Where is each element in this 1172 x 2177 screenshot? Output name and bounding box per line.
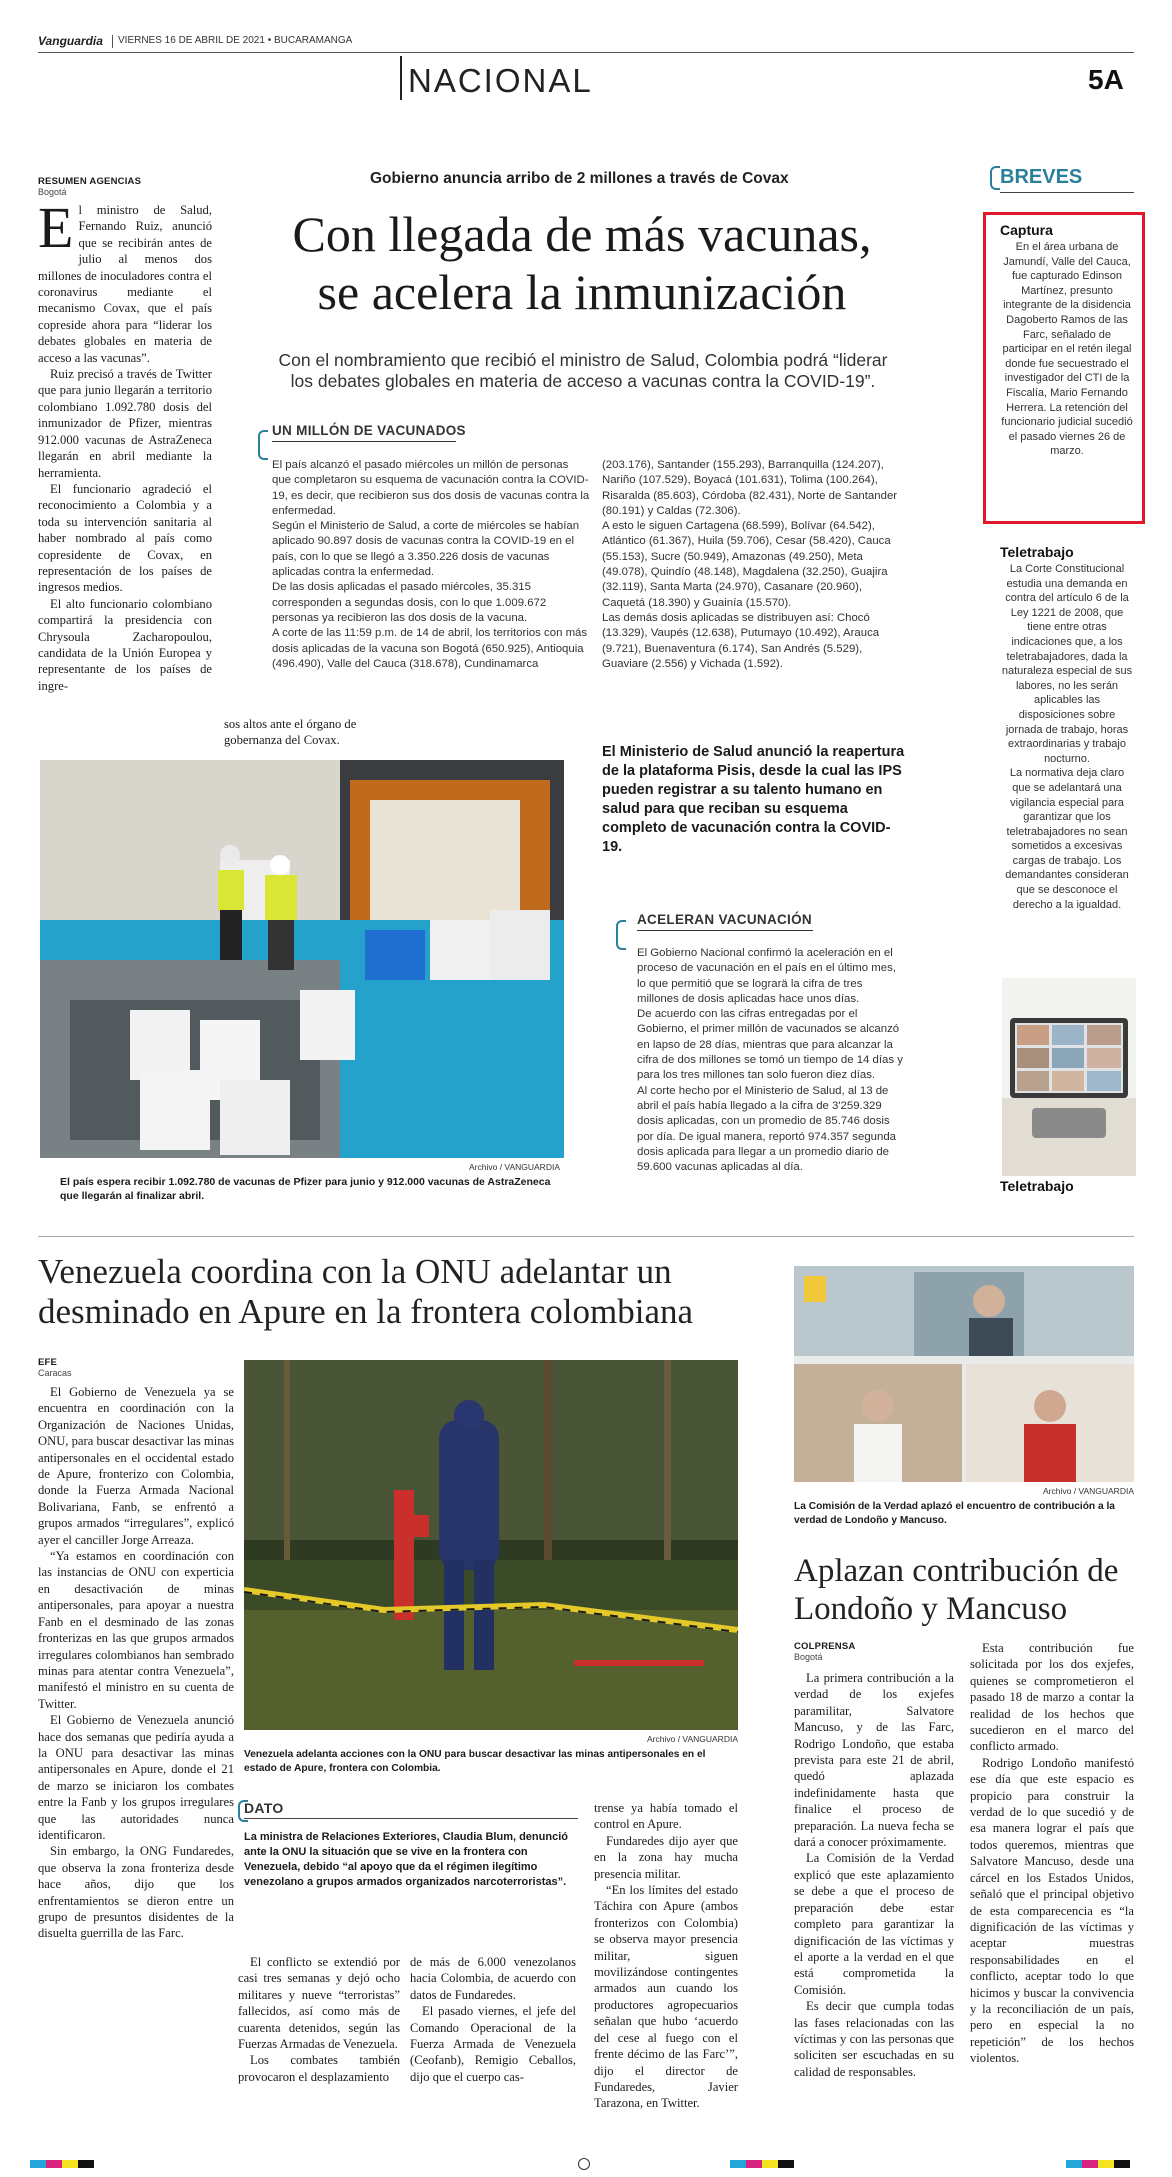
- londono-headline-2: Londoño y Mancuso: [794, 1591, 1068, 1627]
- section-bracket: [616, 920, 626, 950]
- section-title-aceleran: ACELERAN VACUNACIÓN: [637, 912, 812, 927]
- headline-line-1: Con llegada de más vacunas,: [292, 206, 872, 262]
- venezuela-headline-2: desminado en Apure en la frontera colombiana: [38, 1292, 694, 1331]
- dato-text: La ministra de Relaciones Exteriores, Claudia Blum, denunció ante la ONU la situación que se vive en la frontera con Venezuela, debido “al apoyo que da el régimen ilegítimo venezolano a grupos armados organizados narcoterroristas”.: [244, 1831, 568, 1888]
- registration-mark-yellow: [1098, 2160, 1114, 2168]
- registration-mark-magenta: [746, 2160, 762, 2168]
- londono-column-1: [794, 1670, 954, 2144]
- byline-agency: EFE: [38, 1357, 58, 1368]
- main-column-continue: sos altos ante el órgano de gobernanza del Covax.: [224, 717, 357, 748]
- photo-credit: Archivo / VANGUARDIA: [1042, 1486, 1134, 1496]
- main-column-1: [38, 202, 212, 747]
- header-separator: [112, 35, 113, 48]
- demining-photo: [244, 1360, 738, 1730]
- byline-agency: RESUMEN AGENCIAS: [38, 176, 142, 187]
- registration-mark-black: [1114, 2160, 1130, 2168]
- story-divider: [38, 1236, 1134, 1237]
- registration-mark-magenta: [1082, 2160, 1098, 2168]
- pullquote: El Ministerio de Salud anunció la reapertura de la plataforma Pisis, desde la cual las IPS pueden registrar a su talento humano en salud para que reciban su esquema completo de vacunación contra la COVID-19.: [602, 744, 905, 855]
- paragraph: Esta contribución fue solicitada por los dos exjefes, quienes se comprometieron el pasado 18 de marzo a contar la realidad de los hechos que sucedieron en el marco del conflicto armado.: [970, 1641, 1134, 1754]
- crosshair-mark: [578, 2158, 590, 2170]
- breve-text-captura: En el área urbana de Jamundí, Valle del Cauca, fue capturado Edinson Martínez, presunto integrante de la disidencia Dagoberto Ramos de las Farc, señalado de participar en el retén ilegal donde fue secuestrado el investigador del CTI de la Fiscalía, Mario Fernando Herrera. La retención del funcionario judicial sucedió el pasado viernes 26 de marzo.: [1001, 241, 1133, 458]
- teletrabajo-photo: [1002, 978, 1136, 1176]
- section-2-text: El Gobierno Nacional confirmó la aceleración en el proceso de vacunación en el país en el último mes, lo que permitió que se lograrä la cifra de tres millones de dosis aplicadas hace unos días. De acuerdo con las cifras entregadas por el Gobierno, el primer millón de vacunados se alcanzó en lapso de 28 días, mientras que para alcanzar la cifra de dos millones se tomó un tiempo de 14 días y para los tres millones tan solo fueron diez días. Al corte hecho por el Ministerio de Salud, al 13 de abril el país había llegado a la cifra de 3'259.329 dosis aplicadas, con un promedio de 85.746 dosis por día. De igual manera, reportó 974.357 segunda dosis aplicada para llegar a un promedio diario de 59.600 vacunas aplicadas al día.: [637, 947, 903, 1174]
- section-rule: [272, 441, 456, 442]
- registration-mark-cyan: [730, 2160, 746, 2168]
- venezuela-column-3: [410, 1954, 576, 2144]
- paragraph: “En los límites del estado Táchira con Apure (ambos fronterizos con Colombia) se observa mayor presencia militar, siguen movilizándose contingentes armados aun cuando los productores agropecuarios señalan que hubo ‘acuerdo del cese al fuego con el frente décimo de las Farc’”, dijo el director de Fundaredes, Javier Tarazona, en Twitter.: [594, 1883, 738, 2111]
- paragraph: trense ya había tomado el control en Apure.: [594, 1801, 738, 1832]
- londono-column-2: [970, 1640, 1134, 2144]
- dateline: VIERNES 16 DE ABRIL DE 2021 • BUCARAMANGA: [118, 35, 353, 46]
- registration-mark-yellow: [762, 2160, 778, 2168]
- venezuela-column-4: [594, 1800, 738, 2144]
- paragraph: Rodrigo Londoño manifestó ese día que este espacio es propicio para construir la verdad de lo que sucedió y de esa manera lograr el país que todos queremos, mientras que Salvatore Mancuso, desde una cárcel en los Estados Unidos, señaló que el principal objetivo de esta comparecencia es “la dignificación de las víctimas y aceptar muestras responsabilidades en el conflicto, aceptar todo lo que hicimos y buscar la convivencia y la reconciliación de un país, pero en especial la no repetición” de los hechos violentos.: [970, 1755, 1134, 2066]
- registration-mark-black: [778, 2160, 794, 2168]
- paragraph: Sin embargo, la ONG Fundaredes, que observa la zona fronteriza desde hace años, dijo que los enfrentamientos se dieron entre un grupo de presuntos disidentes de la disuelta guerrilla de las Farc.: [38, 1844, 234, 1941]
- registration-mark-magenta: [46, 2160, 62, 2168]
- paragraph: El funcionario agradeció el reconocimiento a Colombia y a toda su intervención sanitaria al haber nombrado al país como copresidente de Covax, en representación de los países de ingresos medios.: [38, 481, 212, 595]
- comision-verdad-photo: [794, 1266, 1134, 1482]
- byline-city: Bogotá: [38, 187, 67, 197]
- paragraph: “Ya estamos en coordinación con las instancias de ONU con experticia en desactivación de minas antipersonales, para apoyar a nuestra Fanb en el desminado de las zonas fronterizas en las que grupos armados irregulares colombianos han sembrado minas para atentar contra Venezuela”, manifestó el ministro en su cuenta de Twitter.: [38, 1549, 234, 1711]
- photo-caption: La Comisión de la Verdad aplazó el encuentro de contribución a la verdad de Londoño y Mancuso.: [794, 1501, 1115, 1526]
- breve-text-teletrabajo: La Corte Constitucional estudia una demanda en contra del artículo 6 de la Ley 1221 de 2008, que tiene entre otras indicaciones que, a los teletrabajadores, dada la naturaleza especial de sus labores, no les serán aplicables las disposiciones sobre jornada de trabajo, horas extraordinarias y trabajo nocturno. La normativa deja claro que se adelantará una vigilancia especial para garantizar que los teletrabajadores no sean sometidos a excesivas cargas de trabajo. Los demandantes consideran que se desconoce el derecho a la igualdad.: [1001, 563, 1133, 911]
- paragraph: Es decir que cumpla todas las fases relacionadas con las víctimas y con las personas que soliciten ser escuchadas en su calidad de responsables.: [794, 1999, 954, 2079]
- photo-caption: El país espera recibir 1.092.780 de vacunas de Pfizer para junio y 912.000 vacunas de AstraZeneca que llegarán al finalizar abril.: [60, 1176, 551, 1202]
- headline-line-2: se acelera la inmunización: [317, 264, 847, 320]
- paragraph: La primera contribución a la verdad de los exjefes paramilitar, Salvatore Mancuso, y de las Farc, Rodrigo Londoño, que estaba prevista para este 21 de abril, quedó aplazada indefinidamente hasta que finalice el proceso de preparación. La nueva fecha se dará a conocer próximamente.: [794, 1671, 954, 1850]
- vaccine-shipment-photo: [40, 760, 564, 1158]
- section-bracket: [258, 430, 268, 460]
- venezuela-headline-1: Venezuela coordina con la ONU adelantar un: [38, 1252, 672, 1291]
- deck: Con el nombramiento que recibió el ministro de Salud, Colombia podrá “liderar los debates globales en materia de acceso a vacunas contra la COVID-19”.: [278, 350, 888, 391]
- paragraph: El pasado viernes, el jefe del Comando Operacional de la Fuerza Armada de Venezuela (Ceofanb), Remigio Ceballos, dijo que el cuerpo cas-: [410, 2004, 576, 2084]
- breve-title-teletrabajo-photo: Teletrabajo: [1000, 1178, 1074, 1194]
- registration-mark-cyan: [1066, 2160, 1082, 2168]
- byline-city: Caracas: [38, 1368, 72, 1378]
- section-title-vacunados: UN MILLÓN DE VACUNADOS: [272, 423, 466, 438]
- breve-title-teletrabajo: Teletrabajo: [1000, 544, 1074, 560]
- color-registration-bar: [0, 2158, 1172, 2172]
- breves-bracket: [990, 166, 1000, 190]
- paragraph: de más de 6.000 venezolanos hacia Colombia, de acuerdo con datos de Fundaredes.: [410, 1955, 576, 2002]
- registration-mark-cyan: [30, 2160, 46, 2168]
- section-1-column-a: El país alcanzó el pasado miércoles un millón de personas que completaron su esquema de vacunación contra la COVID-19, es decir, que recibieron sus dos dosis de vacunas contra la enfermedad. Según el Ministerio de Salud, a corte de miércoles se habían aplicado 90.897 dosis de vacunas contra la COVID-19 en el país, con lo que se llegó a 3.350.226 dosis de vacunas aplicadas contra la enfermedad. De las dosis aplicadas el pasado miércoles, 35.315 corresponden a segundas dosis, con lo que 1.009.672 personas ya recibieron las dos dosis de la vacuna. A corte de las 11:59 p.m. de 14 de abril, los territorios con más dosis aplicadas de la vacuna son Bogotá (650.925), Antioquia (496.490), Valle del Cauca (318.678), Cundinamarca: [272, 459, 590, 670]
- paragraph: El Gobierno de Venezuela anunció hace dos semanas que pediría ayuda a la ONU para desactivar las minas antipersonales en Apure, donde el 21 de marzo se iniciaron los combates entre la Fanb y los grupos irregulares que las autoridades nunca identificaron.: [38, 1713, 234, 1842]
- section-1-column-b: (203.176), Santander (155.293), Barranquilla (124.207), Nariño (107.529), Boyacá (101.631), Tolima (100.264), Risaralda (85.603), Córdoba (82.431), Norte de Santander (80.191) y Caldas (72.306). A esto le siguen Cartagena (68.599), Bolívar (64.542), Atlántico (61.367), Huila (59.706), Cesar (58.420), Cauca (55.153), Sucre (50.949), Amazonas (49.250), Meta (49.078), Quindío (48.148), Magdalena (32.250), Guajira (32.119), Santa Marta (24.970), Casanare (20.960), Caquetá (18.390) y Guainía (15.570). Las demás dosis aplicadas se distribuyen así: Chocó (13.329), Vaupés (12.638), Putumayo (10.492), Arauca (9.721), Buenaventura (6.174), San Andrés (5.529), Guaviare (2.556) y Vichada (1.592).: [602, 459, 898, 670]
- venezuela-column-2: [238, 1954, 400, 2144]
- paragraph: Los combates también provocaron el desplazamiento: [238, 2053, 400, 2084]
- photo-caption: Venezuela adelanta acciones con la ONU para buscar desactivar las minas antipersonales en el estado de Apure, frontera con Colombia.: [244, 1749, 706, 1774]
- header-rule: [38, 52, 1134, 53]
- registration-mark-yellow: [62, 2160, 78, 2168]
- byline-city: Bogotá: [794, 1652, 823, 1662]
- section-name: NACIONAL: [408, 62, 593, 99]
- venezuela-column-1: [38, 1384, 234, 2139]
- kicker: Gobierno anuncia arribo de 2 millones a través de Covax: [370, 170, 789, 187]
- paragraph: Ruiz precisó a través de Twitter que para junio llegarán a territorio colombiano 1.092.780 dosis del inmunizador de Pfizer, mientras 912.000 vacunas de AstraZeneca llegarán en abril mediante la herramienta.: [38, 367, 212, 480]
- breve-title-captura: Captura: [1000, 222, 1053, 238]
- paragraph: l ministro de Salud, Fernando Ruiz, anunció que se recibirán antes de julio al menos dos millones de inoculadores contra el coronavirus mediante el mecanismo Covax, que el país copreside ahora para “liderar los debates globales en materia de acceso a las vacunas”.: [38, 203, 212, 365]
- paragraph: El conflicto se extendió por casi tres semanas y dejó ocho militares y nueve “terroristas” fallecidos, así como más de cuarenta detenidos, según las Fuerzas Armadas de Venezuela.: [238, 1955, 400, 2052]
- breves-heading: BREVES: [1000, 166, 1083, 188]
- registration-mark-black: [78, 2160, 94, 2168]
- paragraph: El alto funcionario colombiano compartirá la presidencia con Chrysoula Zacharopoulou, candidata de la Unión Europea y representante de los países de ingre-: [38, 596, 212, 693]
- dato-rule: [244, 1818, 578, 1819]
- masthead-brand: Vanguardia: [38, 34, 103, 48]
- byline-agency: COLPRENSA: [794, 1641, 856, 1652]
- section-rule: [637, 930, 813, 931]
- paragraph: El Gobierno de Venezuela ya se encuentra en coordinación con la Organización de Naciones Unidas, ONU, para buscar desactivar las minas antipersonales en el occidental estado de Apure, fronterizo con Colombia, donde la Fuerza Armada Nacional Bolivariana, Fanb, se enfrentó a grupos armados “irregulares”, explicó ayer el canciller Jorge Arreaza.: [38, 1385, 234, 1547]
- breves-rule: [1000, 192, 1134, 193]
- photo-credit: Archivo / VANGUARDIA: [646, 1734, 738, 1744]
- londono-headline-1: Aplazan contribución de: [794, 1553, 1119, 1589]
- photo-credit: Archivo / VANGUARDIA: [468, 1162, 560, 1172]
- dropcap: E: [38, 202, 74, 260]
- dato-title: DATO: [244, 1800, 284, 1816]
- section-divider: [400, 56, 402, 100]
- page-number: 5A: [1088, 64, 1124, 95]
- paragraph: La Comisión de la Verdad explicó que este aplazamiento se debe a que el proceso de preparación debe estar completo para garantizar la dignificación de las víctimas y el aporte a la verdad en el que está comprometida la Comisión.: [794, 1851, 954, 1997]
- paragraph: Fundaredes dijo ayer que en la zona hay mucha presencia militar.: [594, 1833, 738, 1881]
